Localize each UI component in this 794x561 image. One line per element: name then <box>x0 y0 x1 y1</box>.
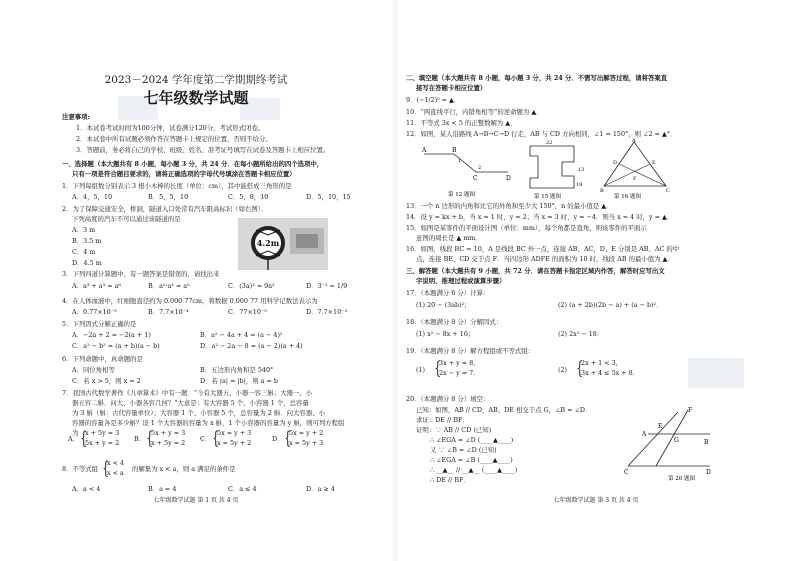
q6-option-a: A．同位角相等 <box>72 366 115 374</box>
point-label: F <box>688 407 693 414</box>
section2-heading: 二、填空题（本大题共有 8 小题，每小题 3 分，共 24 分．不需写出解答过程，请将答案直 <box>406 74 668 82</box>
angle-label: 1 <box>458 158 462 164</box>
figure-caption: 第 16 题图 <box>614 194 641 200</box>
q2-option-a: A．3 m <box>72 226 96 234</box>
q8-suffix: 的解集为 x < a，则 a 满足的条件是 <box>132 465 236 473</box>
q20-stem: 20．（本题满分 8 分）填空： <box>406 395 490 403</box>
sign-label: 4.2m <box>256 238 280 248</box>
note-item: 1．本试卷考试时间为100分钟，试卷满分120分，考试形式闭卷。 <box>76 124 265 132</box>
point-label: E <box>658 423 663 430</box>
q4-option-c: C．77×10⁻⁵ <box>228 308 267 316</box>
section3-heading-cont: 字说明、推理过程或演算步骤） <box>416 277 506 285</box>
q1-option-a: A．4，5，10 <box>72 193 113 201</box>
q2-option-c: C．4 m <box>72 248 96 256</box>
point-label: C <box>473 175 478 182</box>
note-item: 2．本试卷中所有试题必须作答在答题卡上规定的位置，否则不给分。 <box>76 135 272 143</box>
q20-line: ∴ ∠EGA = ∠B (____▲____) <box>430 456 513 464</box>
q7-line: 为 3 斛（斛：古代容量单位）；大容器 1 个、小容器 5 个，总容量为 2 斛．问大容器、小 <box>72 409 325 417</box>
section2-heading-cont: 接写在答题卡相应位置） <box>416 84 487 92</box>
q6-option-d: D．若 |a| = |b|，则 a = b <box>200 377 278 385</box>
q19-part2-label: (2) <box>558 366 568 374</box>
point-label: A <box>422 147 427 154</box>
q6-stem: 6．下列命题中，真命题的是 <box>62 355 143 363</box>
q17-stem: 17．（本题满分 6 分）计算： <box>406 289 490 297</box>
point-label: B <box>452 147 457 154</box>
q2-stem-cont: 下列高度的汽车不可以通过该隧道的是 <box>72 215 181 223</box>
q1-option-c: C．5，8，10 <box>228 193 269 201</box>
q12: 12．如图，某人沿路线 A→B→C→D 行走，AB 与 CD 方向相同，∠1 = 150°，则 ∠2 = ▲°． <box>406 130 677 138</box>
q8-option-b: B．a = 4 <box>148 485 177 493</box>
q19-stem: 19．（本题满分 8 分）解方程组或不等式组： <box>406 347 535 355</box>
q20-line: 已知：如图，AB // CD，AB、DE 相交于点 G，∠B = ∠D． <box>416 406 592 414</box>
figure-20 <box>618 404 718 484</box>
section1-heading: 一、选择题（本大题共有 8 小题，每小题 3 分，共 24 分．在每小题所给出的四个选项中， <box>62 160 324 168</box>
exam-title: 2023－2024 学年度第二学期期终考试 <box>104 74 288 86</box>
q7-option-c: C． <box>200 435 212 443</box>
q1-stem: 1．下列每组数分别表示 3 根小木棒的长度（单位：cm），其中能搭成三角形的是 <box>62 182 292 190</box>
q16: 16．如图，线段 BC = 10，A 是线段 BC 外一点，连接 AB、AC，D、E 分别是 AB、AC 的中 <box>406 245 680 253</box>
brace: { <box>284 428 292 449</box>
figure-15 <box>526 138 592 200</box>
dimension-label: 22 <box>546 140 553 146</box>
q4-stem: 4．在人体血液中，红细胞直径约为 0.000 77cm，将数据 0.000 77 用科学记数法表示为 <box>62 297 318 305</box>
brace: { <box>80 428 88 449</box>
q7-line: 容器的容量各是多少斛？设 1 个大容器的容量为 x 斛，1 个小容器的容量为 y 斛，则可列方程组 <box>72 419 345 427</box>
point-label: G <box>674 437 679 444</box>
q20-line: 证明：∵ AB // CD (已知) <box>416 426 492 434</box>
q7-option-d: D． <box>272 435 284 443</box>
point-label: D <box>506 175 511 182</box>
q5-option-b: B．a² − 4a + 4 = (a − 4)² <box>200 331 283 339</box>
q3-option-c: C．(3a)² = 9a² <box>228 282 275 290</box>
q19-part1-label: (1) <box>416 366 426 374</box>
point-label: C <box>624 469 629 476</box>
point-label: D <box>706 469 711 476</box>
notes-heading: 注意事项: <box>62 113 90 121</box>
point-label: D <box>613 160 618 166</box>
q7-line: 器五容二斛．问大、小器各容几何？”大意是：有大容器 5 个、小容器 1 个，总容量 <box>72 399 309 407</box>
q20-line: ∴ __▲__ // __▲__ (____▲____) <box>430 466 518 474</box>
dimension-label: 18 <box>576 182 583 188</box>
q18-part1: (1) x² − 8x + 16； <box>416 330 475 338</box>
section3-heading: 三、解答题（本大题共有 9 小题，共 72 分．请在答题卡指定区域内作答，解答时应写出文 <box>406 267 665 275</box>
right-page: 二、填空题（本大题共有 8 小题，每小题 3 分，共 24 分．不需写出解答过程，请将答案直 接写在答题卡相应位置） 9．(−1/2)⁰ = ▲． 10．“两直线平行，内错角相等”的逆命题为 ▲． 11．不等式 3x < 5 的正整数解为 ▲． 12．如图，某人沿路线 A→B→C→D 行走，AB 与 CD 方向相同，∠1 = 150°，则 ∠2 = ▲°． A B C D 1 2 第 12 题图 22 13 18 第 15 题图 A B C D E F 第 16 题图 13．一个 n 边形的内角和比它的外角和至少大 150°，n 的最小值是 ▲． 14．设 y = kx + b，当 x = 1 时，y = 2；当 x = 3 时，y = −4．则当 x = 4 时，y = ▲． 15．如图是某零件的平面设计图（单位：mm），每个角都是直角，则该零件的平面示 意图的周长是 ▲ mm． 16．如图，线段 BC = 10，A 是线段 BC 外一点，连接 AB、AC，D、E 分别是 AB、AC 的中 点，连接 BE、CD 交于点 F．当四边形 ADFE 的面积为 10 时，线段 AB 的最小值为 ▲． 三、解答题（本大题共有 9 小题，共 72 分．请在答题卡指定区域内作答，解答时应写出文 字说明、推理过程或演算步骤） 17．（本题满分 6 分）计算： (1) 20 − (3ab)²； (2) (a + 2b)(2b − a) + (a − b)²． 18．（本题满分 8 分）分解因式： (1) x² − 8x + 16； (2) 2x² − 18． 19．（本题满分 8 分）解方程组或不等式组： (1) { 3x + y = 8, 2x − y = 7． (2) { 2x + 1 < 3, 3x + 4 ≤ 5x + 8． 20．（本题满分 8 分）填空： 已知：如图，AB // CD，AB、DE 相交于点 G，∠B = ∠D． 求证：DE // BF． 证明：∵ AB // CD (已知) ∴ ∠EGA = ∠D (____▲____) 又 ∵ ∠B = ∠D (已知) ∴ ∠EGA = ∠B (____▲____) ∴ __▲__ // __▲__ (____▲____) ∴ DE // BF． A B C D E F G 第 20 题图 七年级数学试题 第 3 页 共 4 页 <box>398 0 794 561</box>
page-footer: 七年级数学试题 第 3 页 共 4 页 <box>553 497 639 504</box>
q5-option-d: D．a² − 2a − 8 = (a − 2)(a + 4) <box>200 342 303 350</box>
q7-option-a: A． <box>68 435 80 443</box>
q17-part2: (2) (a + 2b)(2b − a) + (a − b)²． <box>558 301 663 309</box>
brace: { <box>434 358 442 379</box>
brace: { <box>102 458 110 479</box>
note-item: 3．答题前，务必将自己的学校、班级、姓名、准考证号填写在试卷及答题卡上相应位置。 <box>76 146 330 154</box>
q6-option-b: B．五边形内角和是 540° <box>200 366 274 374</box>
q8-prefix: 8．不等式组 <box>62 465 99 473</box>
q3-option-b: B．a²·a³ = a⁵ <box>148 282 190 290</box>
point-label: E <box>652 160 656 166</box>
q4-option-d: D．7.7×10⁻³ <box>306 308 348 316</box>
q2-option-d: D．4.5 m <box>72 259 102 267</box>
q14: 14．设 y = kx + b，当 x = 1 时，y = 2；当 x = 3 时，y = −4．则当 x = 4 时，y = ▲． <box>406 213 674 221</box>
q13: 13．一个 n 边形的内角和比它的外角和至少大 150°，n 的最小值是 ▲． <box>406 202 613 210</box>
q5-option-a: A．−2a + 2 = −2(a + 1) <box>72 331 151 339</box>
exam-subject: 七年级数学试题 <box>143 89 249 107</box>
q9: 9．(−1/2)⁰ = ▲． <box>406 96 461 104</box>
q2-stem: 2．为了保障交通安全，桥洞，隧道入口处常有汽车限高标识（如右图）． <box>62 205 268 213</box>
q2-option-b: B．3.5 m <box>72 237 102 245</box>
q6-option-c: C．若 x > 5，则 x = 2 <box>72 377 141 385</box>
q3-option-d: D．3⁻² = 1/9 <box>306 282 348 290</box>
q20-line: 求证：DE // BF． <box>416 416 469 424</box>
q4-option-b: B．7.7×10⁻⁴ <box>148 308 189 316</box>
point-label: A <box>632 138 636 144</box>
q3-stem: 3．下列四道计算题中，有一题答案是错误的，请找出来 <box>62 270 220 278</box>
figure-12 <box>418 142 518 200</box>
point-label: B <box>600 188 604 194</box>
q5-option-c: C．a² − b² = (a + b)(a − b) <box>72 342 160 350</box>
q5-stem: 5．下列因式分解正确的是 <box>62 320 137 328</box>
left-page: 2023－2024 学年度第二学期期终考试 七年级数学试题 注意事项: 1．本试卷考试时间为100分钟，试卷满分120分，考试形式闭卷。 2．本试卷中所有试题必须作答在答题卡上规定的位置，否则不给分。 3．答题前，务必将自己的学校、班级、姓名、准考证号填写在试卷及答题卡上相应位置。 一、选择题（本大题共有 8 小题，每小题 3 分，共 24 分．在每小题所给出的四个选项中， 只有一项是符合题目要求的，请将正确选项的字母代号填涂在答题卡相应位置） 1．下列每组数分别表示 3 根小木棒的长度（单位：cm），其中能搭成三角形的是 A．4，5，10 B．5，5，10 C．5，8，10 D．5，10，15 2．为了保障交通安全，桥洞，隧道入口处常有汽车限高标识（如右图）． 下列高度的汽车不可以通过该隧道的是 A．3 m B．3.5 m C．4 m D．4.5 m 4.2m 3．下列四道计算题中，有一题答案是错误的，请找出来 A．a³ + a³ = a⁶ B．a²·a³ = a⁵ C．(3a)² = 9a² D．3⁻² = 1/9 4．在人体血液中，红细胞直径约为 0.000 77cm，将数据 0.000 77 用科学记数法表示为 A．0.77×10⁻⁵ B．7.7×10⁻⁴ C．77×10⁻⁵ D．7.7×10⁻³ 5．下列因式分解正确的是 A．−2a + 2 = −2(a + 1) B．a² − 4a + 4 = (a − 4)² C．a² − b² = (a + b)(a − b) D．a² − 2a − 8 = (a − 2)(a + 4) 6．下列命题中，真命题的是 A．同位角相等 B．五边形内角和是 540° C．若 x > 5，则 x = 2 D．若 |a| = |b|，则 a = b 7．我国古代数学著作《九章算术》中有一题：“今有大器五、小器一容三斛；大器一、小 器五容二斛．问大、小器各容几何？”大意是：有大容器 5 个、小容器 1 个，总容量 为 3 斛（斛：古代容量单位）；大容器 1 个、小容器 5 个，总容量为 2 斛．问大容器、小 容器的容量各是多少斛？设 1 个大容器的容量为 x 斛，1 个小容器的容量为 y 斛，则可列方程组 为 A． { x + 5y = 3 5x + y = 2 B． { 5x + y = 3 x + 5y = 2 C． { 5x = y + 3 x = 5y + 2 D． { 5x = y + 2 x = 5y + 3 8．不等式组 { x < 4 x < a 的解集为 x < a，则 a 满足的条件是 A．a < 4 B．a = 4 C．a ≤ 4 D．a ≥ 4 七年级数学试题 第 1 页 共 4 页 <box>0 0 392 561</box>
q18-stem: 18．（本题满分 8 分）分解因式： <box>406 318 503 326</box>
angle-label: 2 <box>478 165 482 171</box>
q11: 11．不等式 3x < 5 的正整数解为 ▲． <box>406 119 517 127</box>
q7-line: 为 <box>72 429 79 437</box>
q18-part2: (2) 2x² − 18． <box>558 330 604 338</box>
q8-option-d: D．a ≥ 4 <box>306 485 335 493</box>
faded-number-line <box>688 358 744 388</box>
q20-line: 又 ∵ ∠B = ∠D (已知) <box>430 446 497 454</box>
figure-caption: 第 15 题图 <box>534 194 561 200</box>
q15: 15．如图是某零件的平面设计图（单位：mm），每个角都是直角，则该零件的平面示 <box>406 224 647 232</box>
point-label: B <box>704 439 709 446</box>
q20-line: ∴ DE // BF． <box>430 476 470 484</box>
height-limit-sign-figure <box>238 218 328 270</box>
figure-caption: 第 12 题图 <box>448 192 475 198</box>
figure-caption: 第 20 题图 <box>668 476 695 482</box>
dimension-label: 13 <box>578 167 585 173</box>
q10: 10．“两直线平行，内错角相等”的逆命题为 ▲． <box>406 108 543 116</box>
q17-part1: (1) 20 − (3ab)²； <box>416 301 471 309</box>
section1-heading-cont: 只有一项是符合题目要求的，请将正确选项的字母代号填涂在答题卡相应位置） <box>72 170 296 178</box>
q20-line: ∴ ∠EGA = ∠D (____▲____) <box>430 436 514 444</box>
brace: { <box>146 428 154 449</box>
figure-16 <box>598 138 674 200</box>
brace: { <box>576 358 584 379</box>
q1-option-b: B．5，5，10 <box>148 193 189 201</box>
q7-option-b: B． <box>134 435 146 443</box>
q15-cont: 意图的周长是 ▲ mm． <box>416 234 482 242</box>
q7-line: 7．我国古代数学著作《九章算术》中有一题：“今有大器五、小器一容三斛；大器一、小 <box>62 389 313 397</box>
point-label: A <box>642 431 647 438</box>
point-label: F <box>633 176 637 182</box>
point-label: C <box>666 188 670 194</box>
page-footer: 七年级数学试题 第 1 页 共 4 页 <box>153 497 239 504</box>
brace: { <box>212 428 220 449</box>
q3-option-a: A．a³ + a³ = a⁶ <box>72 282 121 290</box>
page-fold <box>393 0 397 561</box>
q16-cont: 点，连接 BE、CD 交于点 F．当四边形 ADFE 的面积为 10 时，线段 AB 的最小值为 ▲． <box>416 255 674 263</box>
q8-option-c: C．a ≤ 4 <box>228 485 257 493</box>
q1-option-d: D．5，10，15 <box>306 193 351 201</box>
q4-option-a: A．0.77×10⁻⁵ <box>72 308 117 316</box>
q8-option-a: A．a < 4 <box>72 485 101 493</box>
